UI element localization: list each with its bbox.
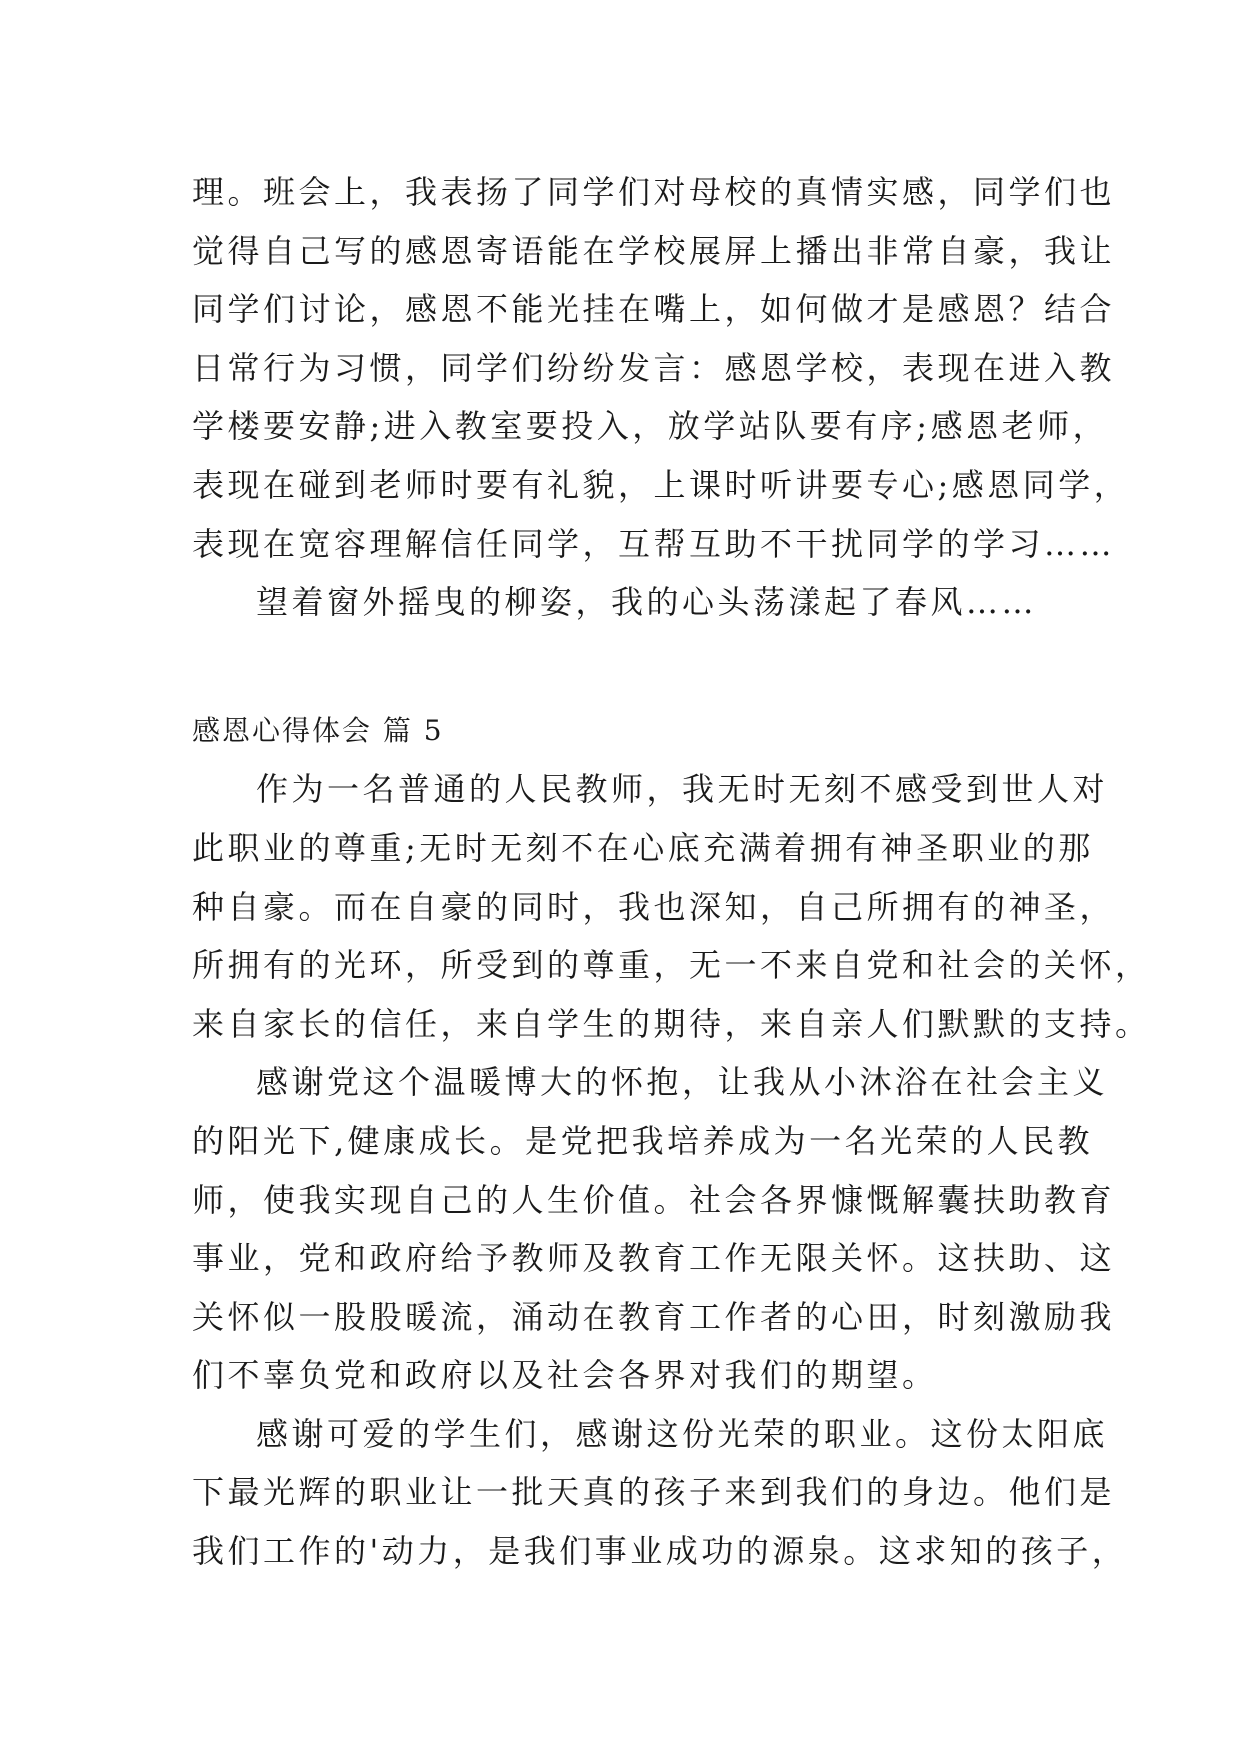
text-line: 日常行为习惯，同学们纷纷发言：感恩学校，表现在进入教 [192, 348, 1116, 387]
section-heading: 感恩心得体会 篇 5 [192, 713, 444, 747]
text-line: 表现在宽容理解信任同学，互帮互助不干扰同学的学习…… [192, 524, 1116, 563]
text-line: 感谢可爱的学生们，感谢这份光荣的职业。这份太阳底 [256, 1414, 1109, 1453]
text-line: 师，使我实现自己的人生价值。社会各界慷慨解囊扶助教育 [192, 1180, 1116, 1219]
paragraph-1 [192, 760, 1151, 1053]
text-line: 此职业的尊重;无时无刻不在心底充满着拥有神圣职业的那 [192, 828, 1094, 867]
text-line: 所拥有的光环，所受到的尊重，无一不来自党和社会的关怀， [192, 946, 1151, 985]
text-line: 感谢党这个温暖博大的怀抱，让我从小沐浴在社会主义 [256, 1063, 1109, 1102]
text-line: 我们工作的'动力，是我们事业成功的源泉。这求知的孩子， [192, 1532, 1128, 1571]
text-line: 觉得自己写的感恩寄语能在学校展屏上播出非常自豪，我让 [192, 231, 1116, 270]
text-line: 同学们讨论，感恩不能光挂在嘴上，如何做才是感恩？结合 [192, 290, 1116, 329]
document-body [192, 163, 1151, 1581]
text-line: 学楼要安静;进入教室要投入，放学站队要有序;感恩老师， [192, 407, 1109, 446]
text-line: 事业，党和政府给予教师及教育工作无限关怀。这扶助、这 [192, 1239, 1116, 1278]
section-gap [192, 632, 1062, 702]
paragraph-2 [192, 1053, 1116, 1405]
previous-section-paragraph [192, 163, 1130, 573]
paragraph-3 [192, 1405, 1128, 1581]
text-line: 理。班会上，我表扬了同学们对母校的真情实感，同学们也 [192, 173, 1116, 211]
text-line: 来自家长的信任，来自学生的期待，来自亲人们默默的支持。 [192, 1004, 1151, 1043]
text-line: 们不辜负党和政府以及社会各界对我们的期望。 [192, 1356, 938, 1395]
text-line: 关怀似一股股暖流，涌动在教育工作者的心田，时刻激励我 [192, 1297, 1116, 1336]
text-line: 表现在碰到老师时要有礼貌，上课时听讲要专心;感恩同学， [192, 465, 1130, 504]
text-line: 的阳光下,健康成长。是党把我培养成为一名光荣的人民教 [192, 1121, 1094, 1160]
text-line: 作为一名普通的人民教师，我无时无刻不感受到世人对 [256, 770, 1109, 809]
text-line: 下最光辉的职业让一批天真的孩子来到我们的身边。他们是 [192, 1473, 1116, 1512]
text-line: 种自豪。而在自豪的同时，我也深知，自己所拥有的神圣， [192, 887, 1116, 926]
closing-sentence: 望着窗外摇曳的柳姿，我的心头荡漾起了春风…… [256, 583, 1038, 622]
